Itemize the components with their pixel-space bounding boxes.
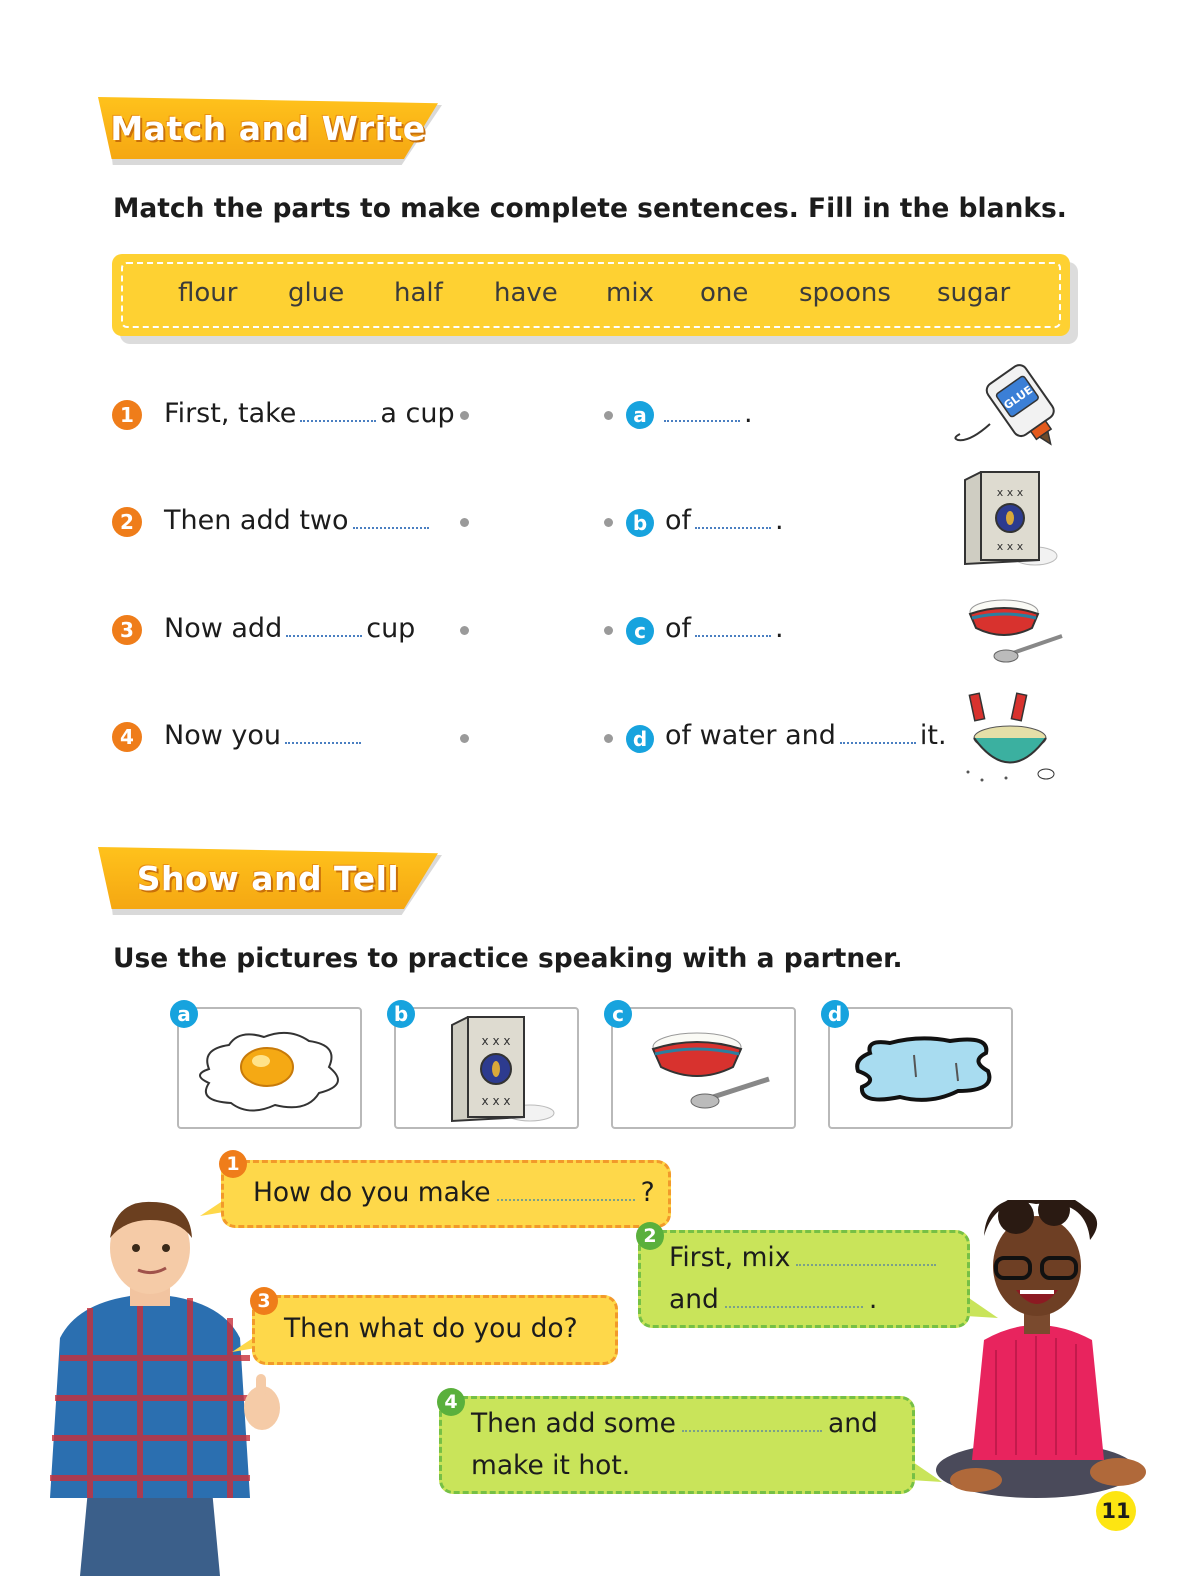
blank-1[interactable] xyxy=(300,404,376,422)
picture-box-water xyxy=(828,1007,1013,1129)
picture-letter-d: d xyxy=(821,1000,849,1028)
bubble-number-4: 4 xyxy=(437,1388,465,1416)
match-dot-right-b[interactable] xyxy=(604,518,613,527)
left-part-3 xyxy=(164,613,415,644)
word-spoons: spoons xyxy=(799,278,891,308)
blank-b[interactable] xyxy=(695,511,771,529)
picture-box-egg xyxy=(177,1007,362,1129)
bubble-2-tail xyxy=(966,1294,1000,1324)
word-one: one xyxy=(700,278,749,308)
right-part-a xyxy=(660,398,753,429)
left-part-3-before: Now add xyxy=(164,613,283,644)
picture-letter-a: a xyxy=(170,1000,198,1028)
svg-text:x x x: x x x xyxy=(996,486,1024,499)
glue-label: GLUE xyxy=(1001,383,1036,413)
blank-3[interactable] xyxy=(286,619,362,637)
bubble-4-tail xyxy=(910,1458,944,1488)
right-part-d-after: it. xyxy=(919,720,947,751)
left-part-1-before: First, take xyxy=(164,398,297,429)
right-part-d xyxy=(665,720,947,751)
match-and-write-banner xyxy=(98,97,443,169)
picture-box-flour xyxy=(394,1007,579,1129)
picture-letter-c: c xyxy=(604,1000,632,1028)
bubble-1-before: How do you make xyxy=(253,1177,491,1208)
page-number: 11 xyxy=(1096,1491,1136,1531)
left-part-2 xyxy=(164,505,433,536)
bubble-4-line-1 xyxy=(471,1408,878,1439)
bubble-4-blank[interactable] xyxy=(682,1414,822,1432)
match-dot-right-d[interactable] xyxy=(604,734,613,743)
right-part-d-before: of water and xyxy=(665,720,836,751)
mixing-bowl-icon xyxy=(962,692,1067,787)
bubble-2-blank-1[interactable] xyxy=(796,1248,936,1266)
svg-text:x x x: x x x xyxy=(996,540,1024,553)
match-dot-left-3[interactable] xyxy=(460,626,469,635)
match-dot-right-a[interactable] xyxy=(604,411,613,420)
sugar-bowl-icon xyxy=(962,592,1072,672)
blank-c[interactable] xyxy=(695,619,771,637)
show-and-tell-banner xyxy=(98,847,443,919)
bubble-2-line-2-text: and xyxy=(669,1284,719,1315)
word-mix: mix xyxy=(606,278,654,308)
right-part-c-before: of xyxy=(665,613,692,644)
bubble-2-line-1-text: First, mix xyxy=(669,1242,791,1273)
bubble-4-line-1-after: and xyxy=(827,1408,878,1439)
right-part-a-after: . xyxy=(744,398,753,429)
word-have: have xyxy=(494,278,558,308)
boy-photo xyxy=(40,1198,280,1576)
bubble-2-line-1 xyxy=(669,1242,942,1273)
left-part-2-before: Then add two xyxy=(164,505,349,536)
svg-text:x x x: x x x xyxy=(481,1034,511,1048)
show-tell-instruction: Use the pictures to practice speaking with a partner. xyxy=(113,943,903,974)
word-sugar: sugar xyxy=(937,278,1011,308)
blank-4[interactable] xyxy=(285,726,361,744)
right-part-b-after: . xyxy=(775,505,784,536)
section-title: Show and Tell xyxy=(136,858,400,898)
flour-bag-icon xyxy=(396,1009,577,1127)
match-dot-right-c[interactable] xyxy=(604,626,613,635)
letter-b: b xyxy=(626,509,654,537)
item-number-3: 3 xyxy=(112,615,142,645)
left-part-4 xyxy=(164,720,365,751)
left-part-1 xyxy=(164,398,455,429)
bubble-2-line-2 xyxy=(669,1284,877,1315)
item-number-1: 1 xyxy=(112,400,142,430)
picture-box-sugar xyxy=(611,1007,796,1129)
item-number-4: 4 xyxy=(112,722,142,752)
bubble-4-line-1-before: Then add some xyxy=(471,1408,676,1439)
word-flour: flour xyxy=(178,278,238,308)
word-half: half xyxy=(394,278,443,308)
section-title: Match and Write xyxy=(110,108,426,148)
glue-bottle-icon xyxy=(950,362,1060,457)
bubble-4-line-2: make it hot. xyxy=(471,1450,631,1481)
word-box xyxy=(112,254,1070,336)
match-dot-left-4[interactable] xyxy=(460,734,469,743)
sugar-bowl-icon xyxy=(613,1009,794,1127)
bubble-1-after: ? xyxy=(640,1177,655,1208)
match-dot-left-1[interactable] xyxy=(460,411,469,420)
match-dot-left-2[interactable] xyxy=(460,518,469,527)
bubble-3-text: Then what do you do? xyxy=(284,1313,578,1344)
water-puddle-icon xyxy=(830,1009,1011,1127)
left-part-4-before: Now you xyxy=(164,720,281,751)
bubble-number-3: 3 xyxy=(250,1287,278,1315)
svg-text:x x x: x x x xyxy=(481,1094,511,1108)
picture-letter-b: b xyxy=(387,1000,415,1028)
bubble-1-text xyxy=(253,1177,655,1208)
left-part-3-after: cup xyxy=(366,613,416,644)
right-part-c xyxy=(665,613,784,644)
bubble-number-1: 1 xyxy=(219,1150,247,1178)
right-part-c-after: . xyxy=(775,613,784,644)
letter-c: c xyxy=(626,617,654,645)
word-glue: glue xyxy=(288,278,345,308)
letter-a: a xyxy=(626,401,654,429)
right-part-b-before: of xyxy=(665,505,692,536)
bubble-number-2: 2 xyxy=(636,1222,664,1250)
match-instruction: Match the parts to make complete sentences. Fill in the blanks. xyxy=(113,193,1067,224)
bubble-1-blank[interactable] xyxy=(497,1183,635,1201)
bubble-2-blank-2[interactable] xyxy=(725,1290,863,1308)
bubble-2-line-2-after: . xyxy=(868,1284,878,1315)
letter-d: d xyxy=(626,725,654,753)
blank-d[interactable] xyxy=(840,726,916,744)
right-part-b xyxy=(665,505,784,536)
blank-2[interactable] xyxy=(353,511,429,529)
fried-egg-icon xyxy=(179,1009,360,1127)
blank-a[interactable] xyxy=(664,404,740,422)
left-part-1-after: a cup xyxy=(380,398,455,429)
item-number-2: 2 xyxy=(112,507,142,537)
flour-bag-icon xyxy=(955,468,1060,568)
